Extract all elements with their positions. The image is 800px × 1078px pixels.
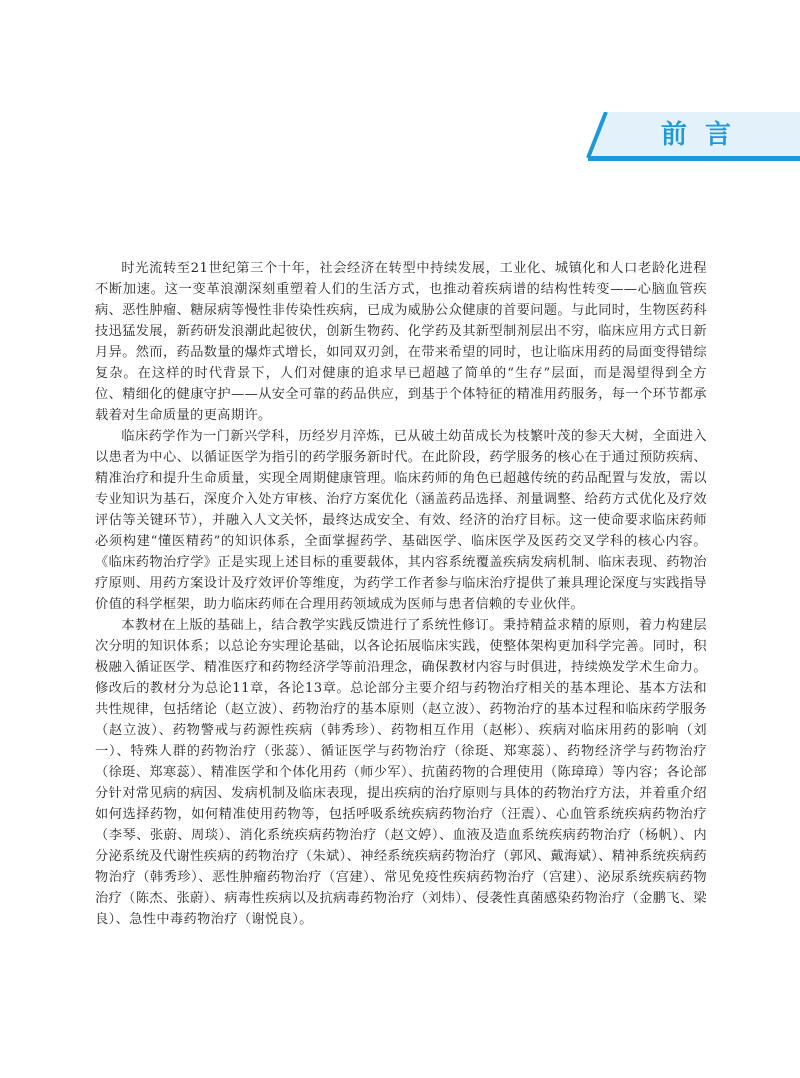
preface-body <box>95 258 707 930</box>
page-title: 前言 <box>660 120 749 150</box>
paragraph-1: 时光流转至21世纪第三个十年，社会经济在转型中持续发展，工业化、城镇化和人口老龄化进程不断加速。这一变革浪潮深刻重塑着人们的生活方式，也推动着疾病谱的结构性转变——心脑血管疾病、恶性肿瘤、糖尿病等慢性非传染性疾病，已成为威胁公众健康的首要问题。与此同时，生物医药科技迅猛发展，新药研发浪潮此起彼伏，创新生物药、化学药及其新型制剂层出不穷，临床应用方式日新月异。然而，药品数量的爆炸式增长，如同双刃剑，在带来希望的同时，也让临床用药的局面变得错综复杂。在这样的时代背景下，人们对健康的追求早已超越了简单的“生存”层面，而是渴望得到全方位、精细化的健康守护——从安全可靠的药品供应，到基于个体特征的精准用药服务，每一个环节都承载着对生命质量的更高期许。 <box>95 261 707 423</box>
paragraph-2: 临床药学作为一门新兴学科，历经岁月淬炼，已从破土幼苗成长为枝繁叶茂的参天大树，全面进入以患者为中心、以循证医学为指引的药学服务新时代。在此阶段，药学服务的核心在于通过预防疾病、精准治疗和提升生命质量，实现全周期健康管理。临床药师的角色已超越传统的药品配置与发放，需以专业知识为基石，深度介入处方审核、治疗方案优化（涵盖药品选择、剂量调整、给药方式优化及疗效评估等关键环节），并融入人文关怀，最终达成安全、有效、经济的治疗目标。这一使命要求临床药师必须构建“懂医精药”的知识体系，全面掌握药学、基础医学、临床医学及医药交叉学科的核心内容。《临床药物治疗学》正是实现上述目标的重要载体，其内容系统覆盖疾病发病机制、临床表现、药物治疗原则、用药方案设计及疗效评价等维度，为药学工作者参与临床治疗提供了兼具理论深度与实践指导价值的科学框架，助力临床药师在合理用药领域成为医师与患者信赖的专业伙伴。 <box>95 429 707 612</box>
paragraph-3: 本教材在上版的基础上，结合教学实践反馈进行了系统性修订。秉持精益求精的原则，着力构建层次分明的知识体系；以总论夯实理论基础，以各论拓展临床实践，使整体架构更加科学完善。同时，积极融入循证医学、精准医疗和药物经济学等前沿理念，确保教材内容与时俱进，持续焕发学术生命力。修改后的教材分为总论11章，各论13章。总论部分主要介绍与药物治疗相关的基本理论、基本方法和共性规律，包括绪论（赵立波）、药物治疗的基本原则（赵立波）、药物治疗的基本过程和临床药学服务（赵立波）、药物警戒与药源性疾病（韩秀珍）、药物相互作用（赵彬）、疾病对临床用药的影响（刘一）、特殊人群的药物治疗（张蕊）、循证医学与药物治疗（徐珽、郑寒蕊）、药物经济学与药物治疗（徐珽、郑寒蕊）、精准医学和个体化用药（师少军）、抗菌药物的合理使用（陈璋璋）等内容；各论部分针对常见病的病因、发病机制及临床表现，提出疾病的治疗原则与具体的药物治疗方法，并着重介绍如何选择药物，如何精准使用药物等，包括呼吸系统疾病药物治疗（汪震）、心血管系统疾病药物治疗（李琴、张蔚、周琰）、消化系统疾病药物治疗（赵文婷）、血液及造血系统疾病药物治疗（杨帆）、内分泌系统及代谢性疾病的药物治疗（朱斌）、神经系统疾病药物治疗（郭风、戴海斌）、精神系统疾病药物治疗（韩秀珍）、恶性肿瘤药物治疗（宫建）、常见免疫性疾病药物治疗（宫建）、泌尿系统疾病药物治疗（陈杰、张蔚）、病毒性疾病以及抗病毒药物治疗（刘炜）、侵袭性真菌感染药物治疗（金鹏飞、梁良）、急性中毒药物治疗（谢悦良）。 <box>95 618 707 927</box>
chapter-title-banner <box>576 112 800 166</box>
